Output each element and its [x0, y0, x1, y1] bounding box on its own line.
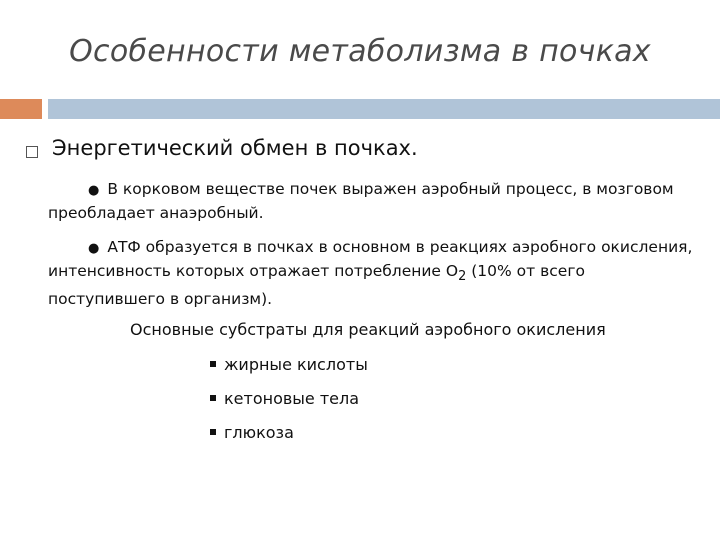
paragraph-2 — [48, 236, 698, 310]
substrate-item — [210, 423, 294, 442]
substrate-label: жирные кислоты — [224, 355, 368, 374]
section-heading: Энергетический обмен в почках. — [52, 136, 418, 160]
accent-bar-blue — [48, 99, 720, 119]
oxygen-subscript: 2 — [458, 269, 467, 285]
accent-bar-orange — [0, 99, 42, 119]
substrate-item — [210, 389, 359, 408]
substrate-item — [210, 355, 368, 374]
checkbox-icon — [26, 146, 38, 158]
paragraph-1-text: В корковом веществе почек выражен аэробный процесс, в мозговом преобладает анаэробный. — [48, 180, 674, 222]
substrate-label: кетоновые тела — [224, 389, 360, 408]
square-bullet-icon — [210, 429, 216, 435]
round-bullet-icon: ● — [88, 241, 100, 256]
substrates-title: Основные субстраты для реакций аэробного окисления — [130, 320, 606, 339]
slide-title: Особенности метаболизма в почках — [69, 34, 651, 69]
paragraph-2-tail: (10% от всего поступившего в организм). — [48, 262, 585, 309]
square-bullet-icon — [210, 395, 216, 401]
paragraph-1 — [48, 178, 698, 224]
substrate-label: глюкоза — [224, 423, 294, 442]
paragraph-2-text: АТФ образуется в почках в основном в реакциях аэробного окисления, интенсивность которых отражает потребление О — [48, 238, 693, 280]
round-bullet-icon: ● — [88, 183, 100, 198]
square-bullet-icon — [210, 361, 216, 367]
